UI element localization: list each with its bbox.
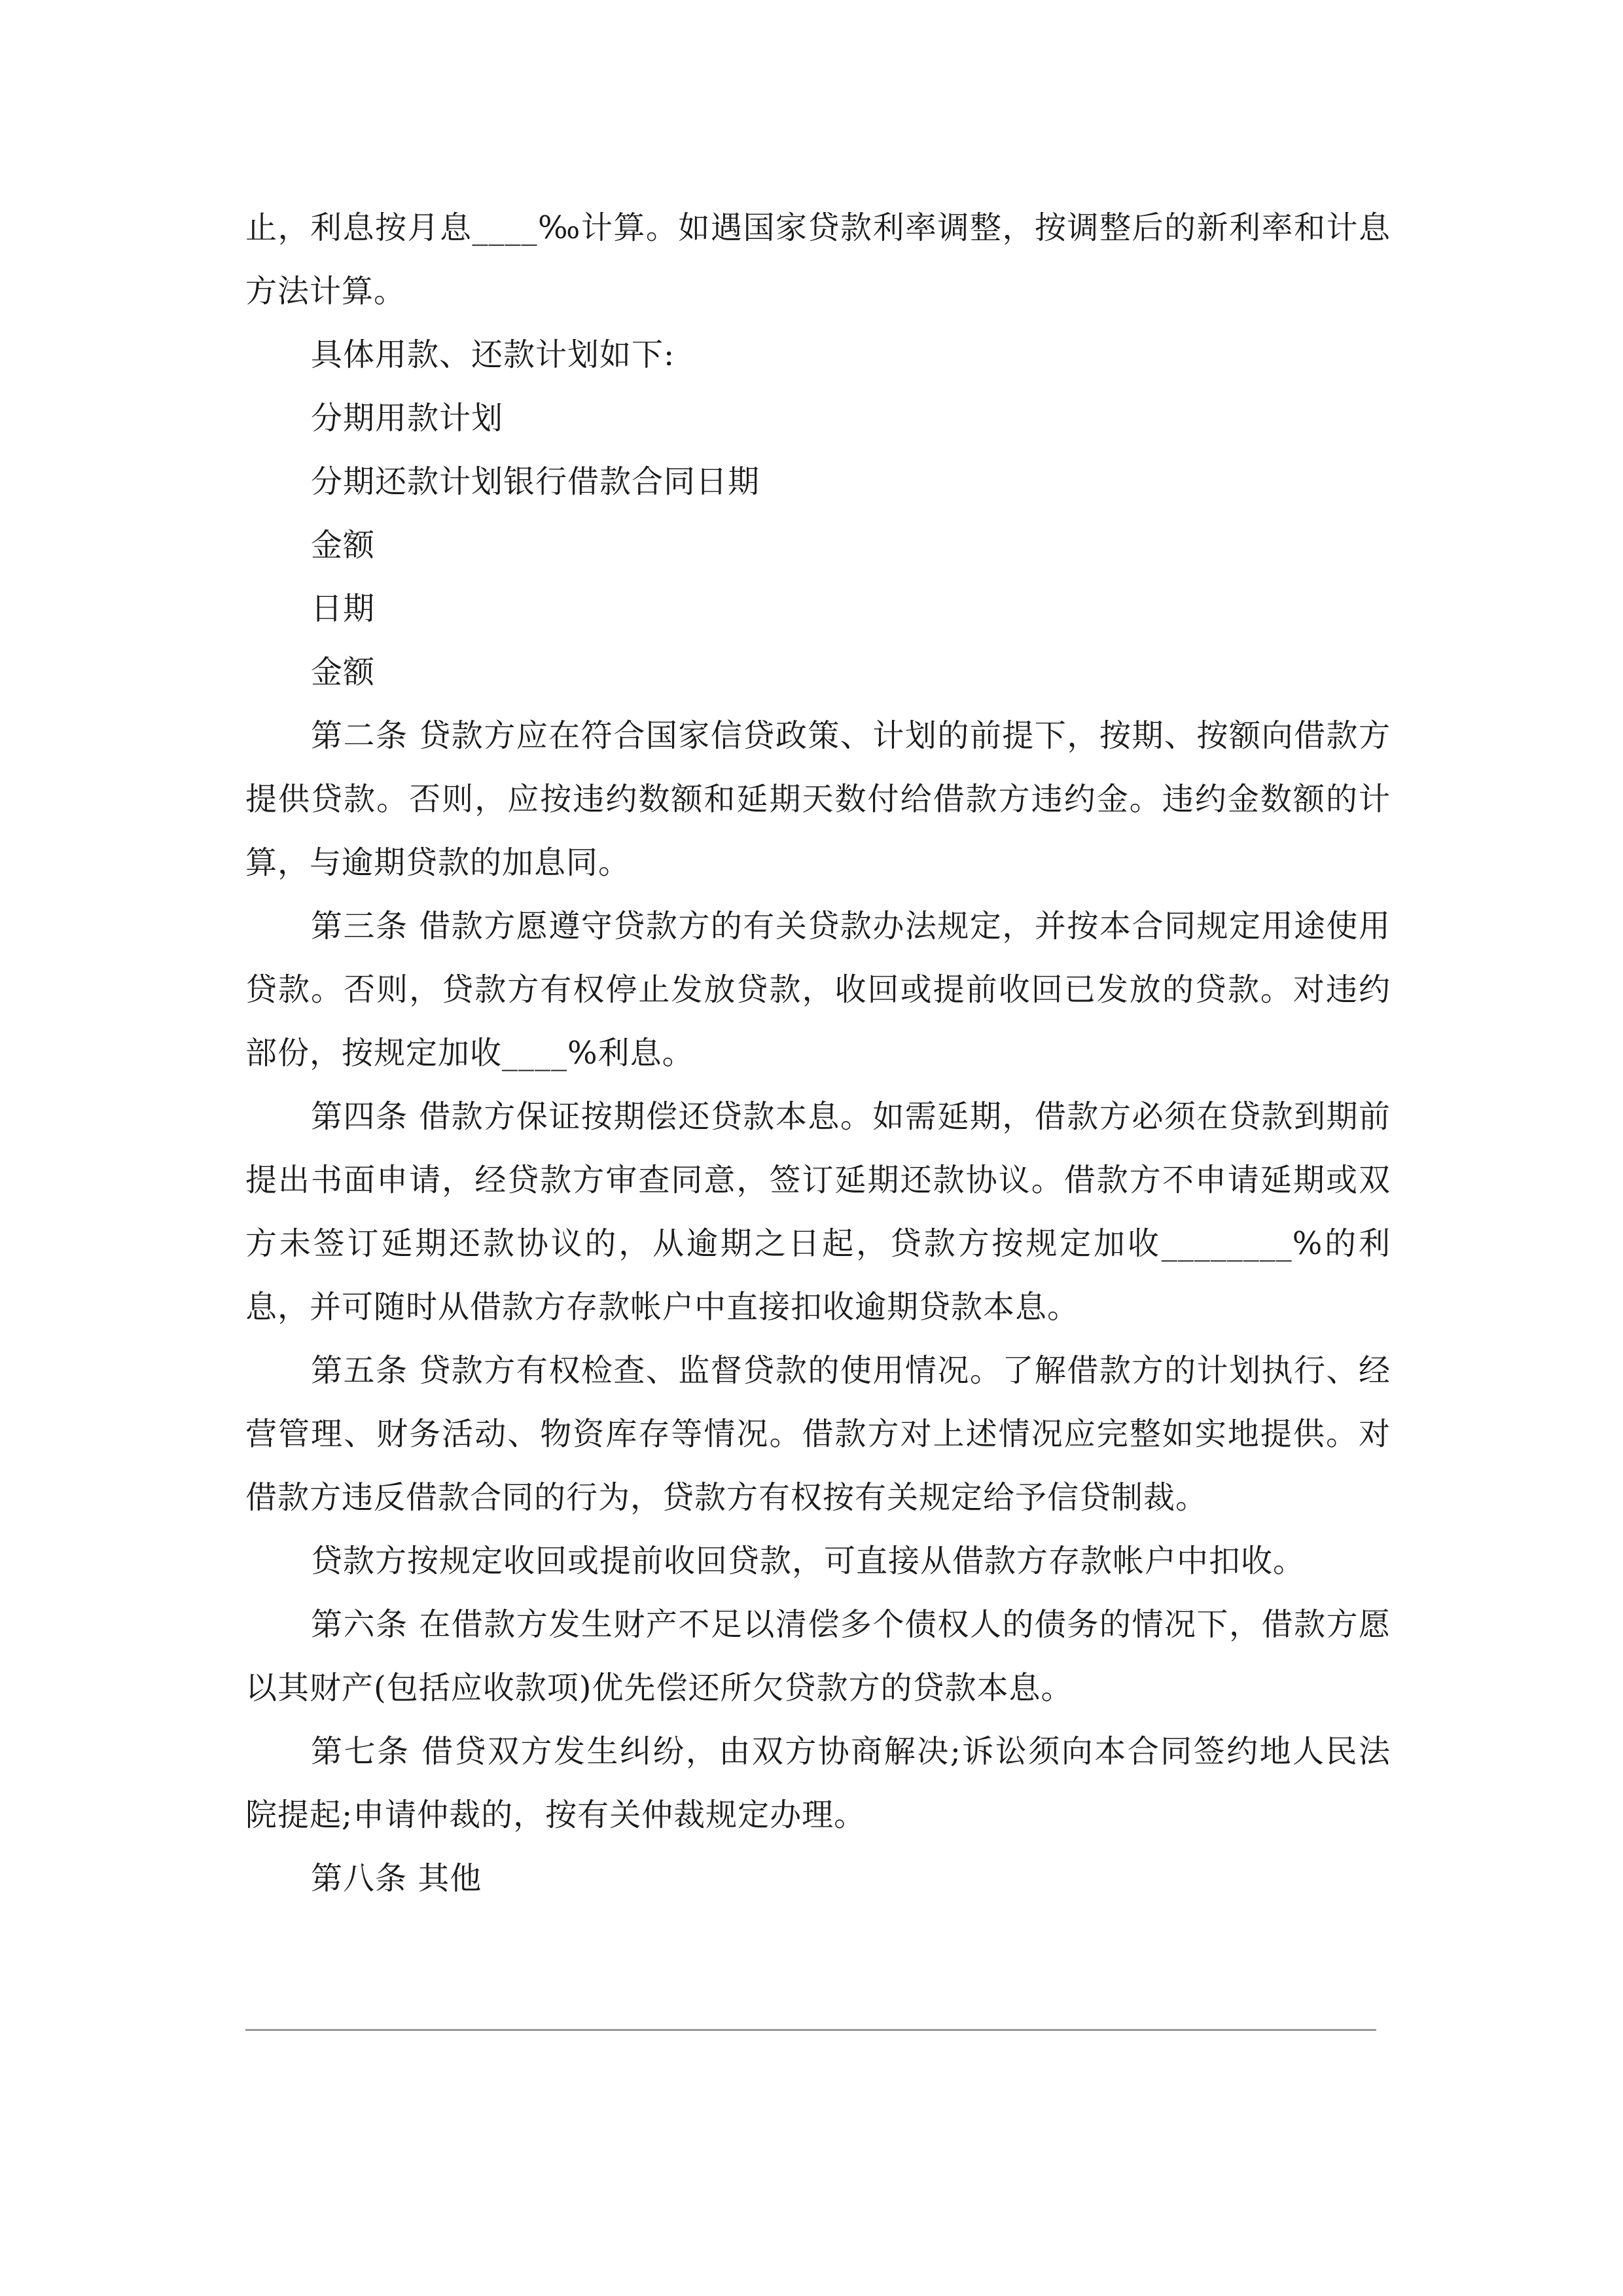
article-5: 第五条 贷款方有权检查、监督贷款的使用情况。了解借款方的计划执行、经营管理、财务活动、物资库存等情况。借款方对上述情况应完整如实地提供。对借款方违反借款合同的行为，贷款方有权按有关规定给予信贷制裁。 [245,1352,1391,1516]
paragraph-repayment-plan: 分期还款计划银行借款合同日期 [311,463,760,500]
article-2: 第二条 贷款方应在符合国家信贷政策、计划的前提下，按期、按额向借款方提供贷款。否则，应按违约数额和延期天数付给借款方违约金。违约金数额的计算，与逾期贷款的加息同。 [245,717,1391,881]
paragraph-drawdown-plan: 分期用款计划 [311,400,504,437]
paragraph-amount-1: 金额 [311,527,376,564]
document-body [245,196,1391,1910]
article-7: 第七条 借贷双方发生纠纷，由双方协商解决;诉讼须向本合同签约地人民法院提起;申请仲裁的，按有关仲裁规定办理。 [245,1733,1391,1833]
footer-divider [245,2029,1376,2031]
paragraph-interest-continuation: 止，利息按月息____‰计算。如遇国家贷款利率调整，按调整后的新利率和计息方法计算。 [245,209,1391,310]
paragraph-date: 日期 [311,590,376,627]
article-6: 第六条 在借款方发生财产不足以清偿多个债权人的债务的情况下，借款方愿以其财产(包括应收款项)优先偿还所欠贷款方的贷款本息。 [245,1606,1391,1706]
paragraph-plan-intro: 具体用款、还款计划如下: [311,336,675,373]
article-3: 第三条 借款方愿遵守贷款方的有关贷款办法规定，并按本合同规定用途使用贷款。否则，贷款方有权停止发放贷款，收回或提前收回已发放的贷款。对违约部份，按规定加收____%利息。 [245,908,1391,1071]
article-4: 第四条 借款方保证按期偿还贷款本息。如需延期，借款方必须在贷款到期前提出书面申请，经贷款方审查同意，签订延期还款协议。借款方不申请延期或双方未签订延期还款协议的，从逾期之日起，贷款方按规定加收________%的利息，并可随时从借款方存款帐户中直接扣收逾期贷款本息。 [245,1098,1391,1325]
paragraph-amount-2: 金额 [311,654,376,691]
article-8: 第八条 其他 [311,1860,482,1897]
article-5-supplement: 贷款方按规定收回或提前收回贷款，可直接从借款方存款帐户中扣收。 [311,1543,1306,1579]
